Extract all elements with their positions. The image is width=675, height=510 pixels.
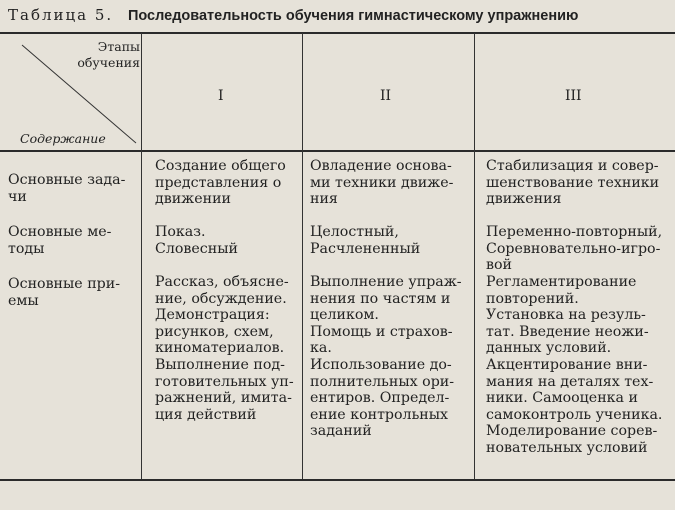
table-name: Последовательность обучения гимнастическому упражнению <box>127 8 579 24</box>
row-label-methods: Основные ме- тоды <box>8 224 112 257</box>
cell-techniques-stage-3: Регламентирование повторений. Установка на резуль- тат. Введение неожи- данных условий. Акцентирование вни- мания на деталях тех- ники. Самооценка и самоконтроль ученика. Моделирование сорев- новательных условий <box>486 274 663 456</box>
stage-header-3: III <box>565 88 582 104</box>
cell-tasks-stage-2: Овладение основа- ми техники движе- ния <box>310 158 454 208</box>
corner-header-stages: Этапы обучения <box>77 39 140 70</box>
cell-methods-stage-2: Целостный, Расчлененный <box>310 224 421 257</box>
corner-header-content: Содержание <box>20 131 106 146</box>
cell-techniques-stage-1: Рассказ, объясне- ние, обсуждение. Демонстрация: рисунков, схем, киноматериалов. Выполнение под- готовительных уп- ражнений, имита- ция действий <box>155 274 294 423</box>
cell-tasks-stage-3: Стабилизация и совер- шенствование техники движения <box>486 158 660 208</box>
cell-methods-stage-3: Переменно-повторный, Соревновательно-игро- вой <box>486 224 663 274</box>
stage-header-1: I <box>218 88 224 104</box>
table-bottom-rule <box>0 479 675 481</box>
column-divider-1 <box>141 33 142 479</box>
column-divider-2 <box>302 33 303 479</box>
cell-methods-stage-1: Показ. Словесный <box>155 224 238 257</box>
stage-header-2: II <box>380 88 392 104</box>
row-label-techniques: Основные при- емы <box>8 276 121 309</box>
cell-tasks-stage-1: Создание общего представления о движении <box>155 158 286 208</box>
row-label-tasks: Основные зада- чи <box>8 172 126 205</box>
table-title <box>8 5 668 26</box>
column-divider-3 <box>474 33 475 479</box>
cell-techniques-stage-2: Выполнение упраж- нения по частям и целиком. Помощь и страхов- ка. Использование до- полнительных ори- ентиров. Определ- ение контрольных заданий <box>310 274 462 440</box>
table-number: Таблица 5. <box>8 6 114 24</box>
